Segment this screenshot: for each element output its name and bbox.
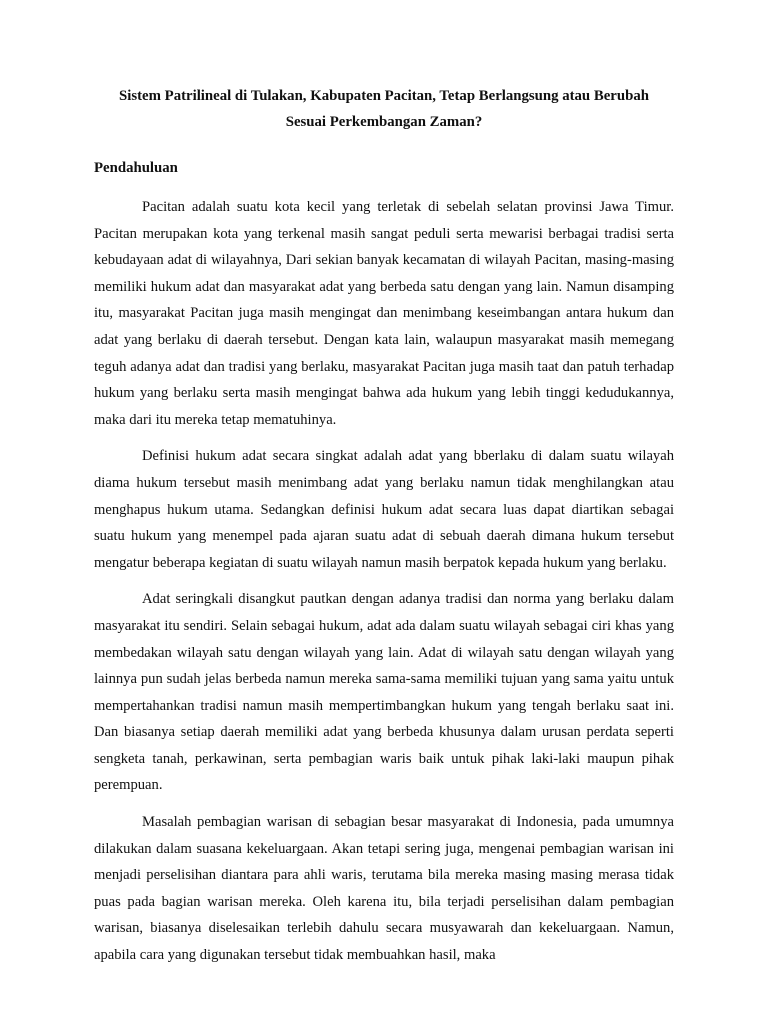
paragraph-2: Definisi hukum adat secara singkat adalah adat yang bberlaku di dalam suatu wilayah diama hukum tersebut masih menimbang adat yang berlaku namun tidak menghilangkan atau menghapus hukum utama. Sedangkan definisi hukum adat secara luas dapat diartikan sebagai suatu hukum yang menempel pada ajaran suatu adat di sebuah daerah dimana hukum tersebut mengatur beberapa kegiatan di suatu wilayah namun masih berpatok kepada hukum yang berlaku. [94,448,674,571]
title-line-1: Sistem Patrilineal di Tulakan, Kabupaten Pacitan, Tetap Berlangsung atau Berubah [119,88,649,104]
paragraph-4: Masalah pembagian warisan di sebagian besar masyarakat di Indonesia, pada umumnya dilakukan dalam suasana kekeluargaan. Akan tetapi sering juga, mengenai pembagian warisan ini menjadi perselisihan diantara para ahli waris, terutama bila mereka masing masing merasa tidak puas pada bagian warisan mereka. Oleh karena itu, bila terjadi perselisihan dalam pembagian warisan, biasanya diselesaikan terlebih dahulu secara musyawarah dan kekeluargaan. Namun, apabila cara yang digunakan tersebut tidak membuahkan hasil, maka [94,814,674,964]
document-title [94,84,674,134]
section-heading: Pendahuluan [94,160,178,176]
paragraph-1: Pacitan adalah suatu kota kecil yang terletak di sebelah selatan provinsi Jawa Timur. Pacitan merupakan kota yang terkenal masih sangat peduli serta mewarisi berbagai tradisi serta kebudayaan adat di wilayahnya, Dari sekian banyak kecamatan di wilayah Pacitan, masing-masing memiliki hukum adat dan masyarakat adat yang berbeda satu dengan yang lain. Namun disamping itu, masyarakat Pacitan juga masih mengingat dan menimbang keseimbangan antara hukum dan adat yang berlaku di daerah tersebut. Dengan kata lain, walaupun masyarakat masih memegang teguh adanya adat dan tradisi yang berlaku, masyarakat Pacitan juga masih taat dan patuh terhadap hukum yang berlaku serta masih mengingat bahwa ada hukum yang lebih tinggi kedudukannya, maka dari itu mereka tetap mematuhinya. [94,199,674,428]
paragraph-3: Adat seringkali disangkut pautkan dengan adanya tradisi dan norma yang berlaku dalam masyarakat itu sendiri. Selain sebagai hukum, adat ada dalam suatu wilayah sebagai ciri khas yang membedakan wilayah satu dengan wilayah yang lain. Adat di wilayah satu dengan wilayah yang lainnya pun sudah jelas berbeda namun mereka sama-sama memiliki tujuan yang sama yaitu untuk mempertahankan tradisi namun masih mempertimbangkan hukum yang tengah berlaku saat ini. Dan biasanya setiap daerah memiliki adat yang berbeda khusunya dalam urusan perdata seperti sengketa tanah, perkawinan, serta pembagian waris baik untuk pihak laki-laki maupun pihak perempuan. [94,591,674,794]
title-line-2: Sesuai Perkembangan Zaman? [285,114,483,130]
